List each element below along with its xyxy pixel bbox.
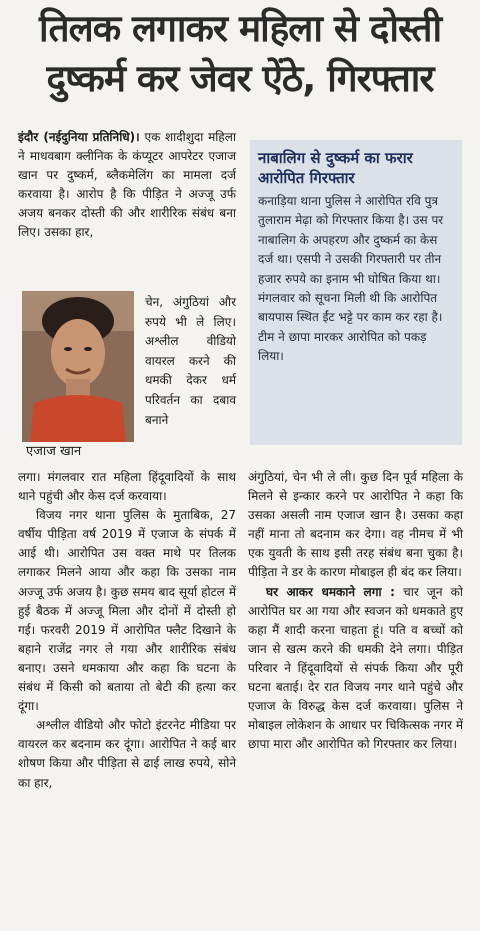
dateline: इंदौर (नईदुनिया प्रतिनिधि)। [18, 130, 140, 144]
article-para-1-top: एक शादीशुदा महिला ने माधवबाग क्लीनिक के कंप्यूटर आपरेटर एजाज खान पर दुष्कर्म, ब्लैकमेलिंग का मामला दर्ज करवाया है। आरोप है कि पीड़ित ने अज्जू उर्फ अजय बनकर दोस्ती की और शारीरिक संबंध बना लिए। उसका हार, [18, 130, 236, 240]
article-col2-para-1: अंगुठियां, चेन भी ले ली। कुछ दिन पूर्व महिला के मिलने से इन्कार करने पर आरोपित ने कहा कि उसका असली नाम एजाज खान है। उसका कहा नहीं माना तो बदनाम कर देगा। वह नीमच में भी एक युवती के साथ इसी तरह संबंध बना चुका है। पीड़िता ने डर के कारण मोबाइल ही बंद कर लिया। [248, 470, 463, 580]
headline-line-1: तिलक लगाकर महिला से दोस्ती [38, 7, 442, 50]
photo-caption: एजाज खान [26, 444, 82, 459]
headline [0, 4, 480, 104]
article-para-2: विजय नगर थाना पुलिस के मुताबिक, 27 वर्षीय पीड़िता वर्ष 2019 में एजाज के संपर्क में आई थी। आरोपित उस वक्त माथे पर तिलक लगाकर मिलने आया और कहा कि उसका नाम अज्जू उर्फ अजय है। कुछ समय बाद सूर्या होटल में हुई बैठक में अज्जू मिला और दोनों में दोस्ती हो गई। फरवरी 2019 में आरोपित फ्लैट दिखाने के बहाने राजेंद्र नगर ले गया और शारीरिक संबंध बनाए। उसने धमकाया और कहा कि घटना के संबंध में किसी को बताया तो बेटी की हत्या कर दूंगा। [18, 508, 236, 714]
article-column-1-bottom [18, 468, 236, 793]
article-column-1-beside-photo [145, 293, 236, 430]
article-col2-para-2: चार जून को आरोपित घर आ गया और स्वजन को धमकाते हुए कहा मैं शादी करना चाहता हूं। पति व बच्चों को जान से खत्म करने की धमकी देने लगा। पीड़ित परिवार ने हिंदूवादियों से संपर्क किया और पूरी घटना बताई। देर रात विजय नगर थाने पहुंचे और एजाज के विरुद्ध केस दर्ज करवाया। पुलिस ने मोबाइल लोकेशन के आधार पर चिकित्सक नगर में छापा मारा और आरोपित को गिरफ्तार कर लिया। [248, 584, 463, 752]
article-para-3: अश्लील वीडियो और फोटो इंटरनेट मीडिया पर वायरल कर बदनाम कर दूंगा। आरोपित ने कई बार शोषण किया और पीड़िता से ढाई लाख रुपये, सोने का हार, [18, 718, 236, 790]
headline-line-2: दुष्कर्म कर जेवर ऐंठे, गिरफ्तार [46, 57, 434, 100]
accused-photo [22, 291, 134, 442]
sidebar-news-box [250, 140, 462, 445]
article-column-1-top [18, 128, 236, 243]
article-column-2 [248, 468, 463, 754]
article-subhead: घर आकर धमकाने लगा : [266, 584, 395, 599]
sidebar-box-body: कनाड़िया थाना पुलिस ने आरोपित रवि पुत्र तुलाराम मेढ़ा को गिरफ्तार किया है। उस पर नाबालिग के अपहरण और दुष्कर्म का केस दर्ज था। एसपी ने उसकी गिरफ्तारी पर तीन हजार रुपये का इनाम भी घोषित किया था। मंगलवार को सूचना मिली थी कि आरोपित बायपास स्थित ईंट भट्टे पर काम कर रहा है। टीम ने छापा मारकर आरोपित को पकड़ लिया। [258, 194, 444, 364]
article-para-1-beside-photo: चेन, अंगुठियां और रुपये भी ले लिए। अश्लील वीडियो वायरल करने की धमकी देकर धर्म परिवर्तन का दबाव बनाने [145, 295, 236, 427]
sidebar-box-title: नाबालिग से दुष्कर्म का फरार आरोपित गिरफ्तार [258, 149, 413, 187]
article-para-1-end: लगा। मंगलवार रात महिला हिंदूवादियों के साथ थाने पहुंची और केस दर्ज करवाया। [18, 470, 236, 504]
